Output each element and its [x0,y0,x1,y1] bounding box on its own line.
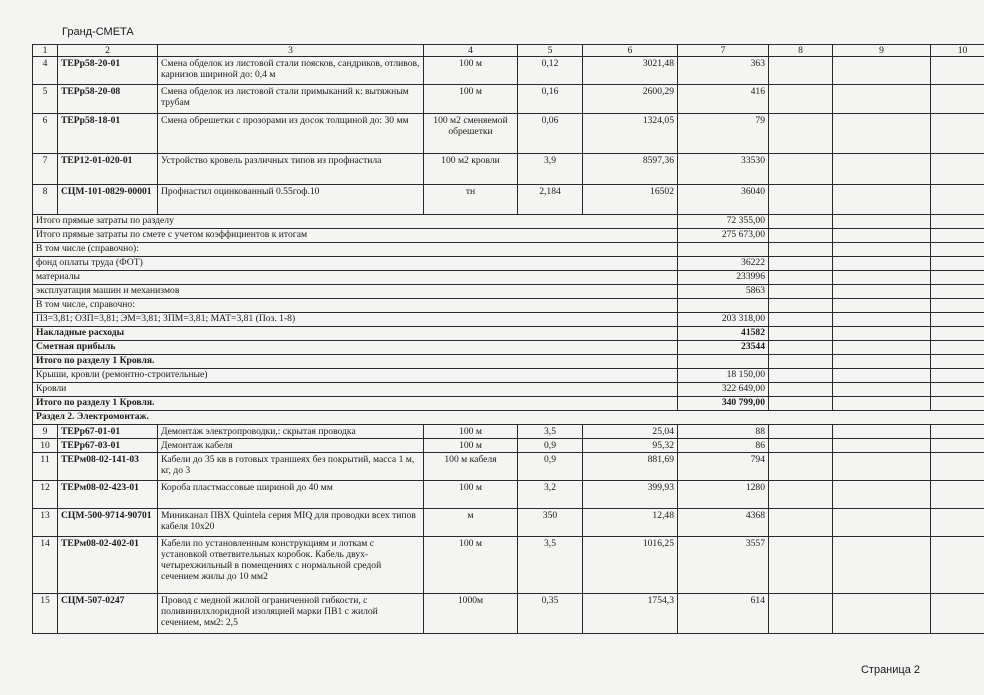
item-quantity: 0,06 [518,114,583,154]
empty-cell [769,313,833,327]
empty-cell [769,327,833,341]
item-total: 88 [678,425,769,439]
summary-row [33,215,984,229]
item-total: 1280 [678,481,769,509]
summary-row [33,243,984,257]
item-quantity: 0,12 [518,57,583,85]
summary-row [33,299,984,313]
summary-label: Крыши, кровли (ремонтно-строительные) [33,369,678,383]
empty-cell [769,229,833,243]
empty-cell [931,154,984,185]
column-number: 6 [583,45,678,57]
item-quantity: 350 [518,509,583,537]
empty-cell [833,383,931,397]
summary-value [678,299,769,313]
empty-cell [931,341,984,355]
estimate-item-row [33,57,984,85]
empty-cell [769,185,833,215]
summary-value: 275 673,00 [678,229,769,243]
item-quantity: 2,184 [518,185,583,215]
estimate-item-row [33,114,984,154]
empty-cell [833,453,931,481]
summary-value: 340 799,00 [678,397,769,411]
summary-value: 72 355,00 [678,215,769,229]
empty-cell [833,594,931,634]
column-number: 9 [833,45,931,57]
summary-label: Итого по разделу 1 Кровля. [33,355,678,369]
item-unit: 100 м [424,57,518,85]
item-quantity: 3,5 [518,425,583,439]
item-code: ТЕРм08-02-423-01 [58,481,158,509]
empty-cell [833,313,931,327]
empty-cell [769,57,833,85]
empty-cell [769,509,833,537]
item-number: 12 [33,481,58,509]
summary-value: 203 318,00 [678,313,769,327]
empty-cell [769,243,833,257]
empty-cell [833,509,931,537]
empty-cell [769,215,833,229]
empty-cell [931,271,984,285]
item-number: 6 [33,114,58,154]
estimate-item-row [33,481,984,509]
item-quantity: 3,2 [518,481,583,509]
empty-cell [769,285,833,299]
item-unit-price: 1754,3 [583,594,678,634]
item-number: 14 [33,537,58,594]
column-number: 4 [424,45,518,57]
summary-value [678,243,769,257]
item-unit: 100 м [424,439,518,453]
item-total: 794 [678,453,769,481]
item-unit: 100 м [424,537,518,594]
empty-cell [833,425,931,439]
summary-row [33,369,984,383]
summary-value: 36222 [678,257,769,271]
item-number: 5 [33,85,58,114]
item-code: ТЕРм08-02-402-01 [58,537,158,594]
empty-cell [769,257,833,271]
item-name: Профнастил оцинкованный 0.55гоф.10 [158,185,424,215]
empty-cell [931,313,984,327]
item-unit-price: 12,48 [583,509,678,537]
item-unit: 100 м [424,481,518,509]
summary-label: Итого прямые затраты по разделу [33,215,678,229]
item-code: ТЕРр67-03-01 [58,439,158,453]
empty-cell [769,453,833,481]
item-total: 614 [678,594,769,634]
estimate-table [32,44,984,634]
item-number: 4 [33,57,58,85]
item-unit: 100 м кабеля [424,453,518,481]
empty-cell [931,285,984,299]
item-name: Кабели до 35 кв в готовых траншеях без покрытий, масса 1 м, кг, до 3 [158,453,424,481]
item-number: 11 [33,453,58,481]
summary-value: 41582 [678,327,769,341]
summary-value [678,355,769,369]
empty-cell [931,257,984,271]
item-total: 33530 [678,154,769,185]
empty-cell [769,383,833,397]
empty-cell [769,341,833,355]
empty-cell [769,299,833,313]
summary-label: Кровли [33,383,678,397]
empty-cell [931,114,984,154]
empty-cell [833,397,931,411]
empty-cell [833,299,931,313]
estimate-item-row [33,154,984,185]
empty-cell [769,114,833,154]
item-unit-price: 8597,36 [583,154,678,185]
item-name: Короба пластмассовые шириной до 40 мм [158,481,424,509]
item-total: 36040 [678,185,769,215]
estimate-item-row [33,185,984,215]
item-code: СЦМ-101-0829-00001 [58,185,158,215]
column-number: 8 [769,45,833,57]
item-quantity: 0,9 [518,453,583,481]
column-number: 3 [158,45,424,57]
empty-cell [769,271,833,285]
item-number: 7 [33,154,58,185]
empty-cell [833,57,931,85]
empty-cell [833,341,931,355]
column-number-row [33,45,984,57]
summary-row [33,327,984,341]
summary-row [33,355,984,369]
item-unit-price: 95,32 [583,439,678,453]
item-total: 363 [678,57,769,85]
item-unit: 100 м2 сменяемой обрешетки [424,114,518,154]
empty-cell [833,257,931,271]
item-unit-price: 1324,05 [583,114,678,154]
column-number: 7 [678,45,769,57]
empty-cell [833,215,931,229]
empty-cell [769,355,833,369]
item-total: 86 [678,439,769,453]
summary-label: В том числе (справочно): [33,243,678,257]
summary-label: ПЗ=3,81; ОЗП=3,81; ЭМ=3,81; ЗПМ=3,81; МАТ=3,81 (Поз. 1-8) [33,313,678,327]
summary-row [33,285,984,299]
empty-cell [769,154,833,185]
item-name: Провод с медной жилой ограниченной гибкости, с поливинилхлоридной изоляцией марки ПВ1 с жилой сечением, мм2: 2,5 [158,594,424,634]
summary-label: Итого прямые затраты по смете с учетом коэффициентов к итогам [33,229,678,243]
item-unit-price: 399,93 [583,481,678,509]
summary-value: 322 649,00 [678,383,769,397]
estimate-item-row [33,453,984,481]
empty-cell [931,85,984,114]
item-code: ТЕРр67-01-01 [58,425,158,439]
empty-cell [931,509,984,537]
item-code: ТЕР12-01-020-01 [58,154,158,185]
item-total: 79 [678,114,769,154]
summary-row [33,313,984,327]
summary-row [33,341,984,355]
empty-cell [931,57,984,85]
item-name: Смена обрешетки с прозорами из досок толщиной до: 30 мм [158,114,424,154]
empty-cell [931,185,984,215]
item-code: ТЕРм08-02-141-03 [58,453,158,481]
column-number: 10 [931,45,984,57]
column-number: 2 [58,45,158,57]
empty-cell [931,327,984,341]
column-number: 1 [33,45,58,57]
empty-cell [833,185,931,215]
item-name: Устройство кровель различных типов из профнастила [158,154,424,185]
item-number: 10 [33,439,58,453]
empty-cell [931,481,984,509]
summary-row [33,397,984,411]
empty-cell [931,243,984,257]
item-name: Смена обделок из листовой стали поясков, сандриков, отливов, карнизов шириной до: 0,4 м [158,57,424,85]
summary-row [33,229,984,243]
summary-row [33,383,984,397]
empty-cell [833,271,931,285]
column-number: 5 [518,45,583,57]
item-unit: 1000м [424,594,518,634]
empty-cell [769,425,833,439]
item-total: 416 [678,85,769,114]
empty-cell [833,481,931,509]
summary-label: фонд оплаты труда (ФОТ) [33,257,678,271]
item-unit-price: 25,04 [583,425,678,439]
estimate-item-row [33,85,984,114]
summary-label: эксплуатация машин и механизмов [33,285,678,299]
empty-cell [931,439,984,453]
item-total: 3557 [678,537,769,594]
empty-cell [931,299,984,313]
empty-cell [833,229,931,243]
item-code: ТЕРр58-20-01 [58,57,158,85]
item-number: 15 [33,594,58,634]
item-code: СЦМ-500-9714-90701 [58,509,158,537]
item-number: 13 [33,509,58,537]
summary-label: Итого по разделу 1 Кровля. [33,397,678,411]
empty-cell [931,594,984,634]
item-unit: 100 м2 кровли [424,154,518,185]
item-name: Миниканал ПВХ Quintela серия MIQ для проводки всех типов кабеля 10х20 [158,509,424,537]
empty-cell [769,481,833,509]
empty-cell [931,425,984,439]
summary-label: В том числе, справочно: [33,299,678,313]
summary-label: Сметная прибыль [33,341,678,355]
item-code: ТЕРр58-18-01 [58,114,158,154]
item-name: Кабели по установленным конструкциям и лоткам с установкой ответвительных коробок. Кабель двух-четырехжильный в помещениях с нормальной средой сечением жилы до 10 мм2 [158,537,424,594]
empty-cell [833,114,931,154]
item-unit: 100 м [424,85,518,114]
empty-cell [931,383,984,397]
summary-label: Накладные расходы [33,327,678,341]
empty-cell [931,355,984,369]
estimate-item-row [33,425,984,439]
empty-cell [931,453,984,481]
item-code: ТЕРр58-20-08 [58,85,158,114]
empty-cell [769,439,833,453]
section-title-row [33,411,984,425]
empty-cell [769,594,833,634]
empty-cell [833,285,931,299]
summary-value: 5863 [678,285,769,299]
summary-value: 18 150,00 [678,369,769,383]
empty-cell [769,369,833,383]
item-name: Демонтаж кабеля [158,439,424,453]
empty-cell [931,537,984,594]
empty-cell [769,85,833,114]
item-quantity: 3,9 [518,154,583,185]
empty-cell [833,85,931,114]
item-name: Демонтаж электропроводки,: скрытая проводка [158,425,424,439]
empty-cell [833,369,931,383]
empty-cell [931,397,984,411]
item-total: 4368 [678,509,769,537]
estimate-item-row [33,594,984,634]
item-unit-price: 16502 [583,185,678,215]
item-unit-price: 1016,25 [583,537,678,594]
item-unit: 100 м [424,425,518,439]
summary-row [33,271,984,285]
item-number: 8 [33,185,58,215]
item-code: СЦМ-507-0247 [58,594,158,634]
item-unit: тн [424,185,518,215]
item-unit: м [424,509,518,537]
item-name: Смена обделок из листовой стали примыканий к: вытяжным трубам [158,85,424,114]
empty-cell [769,537,833,594]
empty-cell [931,215,984,229]
empty-cell [833,327,931,341]
item-quantity: 0,9 [518,439,583,453]
empty-cell [833,439,931,453]
estimate-item-row [33,537,984,594]
empty-cell [833,154,931,185]
app-title: Гранд-СМЕТА [62,26,134,38]
empty-cell [931,229,984,243]
item-unit-price: 881,69 [583,453,678,481]
page-number: Страница 2 [860,664,920,676]
empty-cell [833,243,931,257]
item-quantity: 0,35 [518,594,583,634]
item-quantity: 0,16 [518,85,583,114]
estimate-item-row [33,439,984,453]
estimate-item-row [33,509,984,537]
summary-value: 23544 [678,341,769,355]
summary-value: 233996 [678,271,769,285]
summary-label: материалы [33,271,678,285]
empty-cell [769,397,833,411]
empty-cell [931,369,984,383]
summary-row [33,257,984,271]
empty-cell [833,355,931,369]
item-quantity: 3,5 [518,537,583,594]
item-number: 9 [33,425,58,439]
item-unit-price: 3021,48 [583,57,678,85]
empty-cell [833,537,931,594]
item-unit-price: 2600,29 [583,85,678,114]
section-title: Раздел 2. Электромонтаж. [33,411,984,425]
